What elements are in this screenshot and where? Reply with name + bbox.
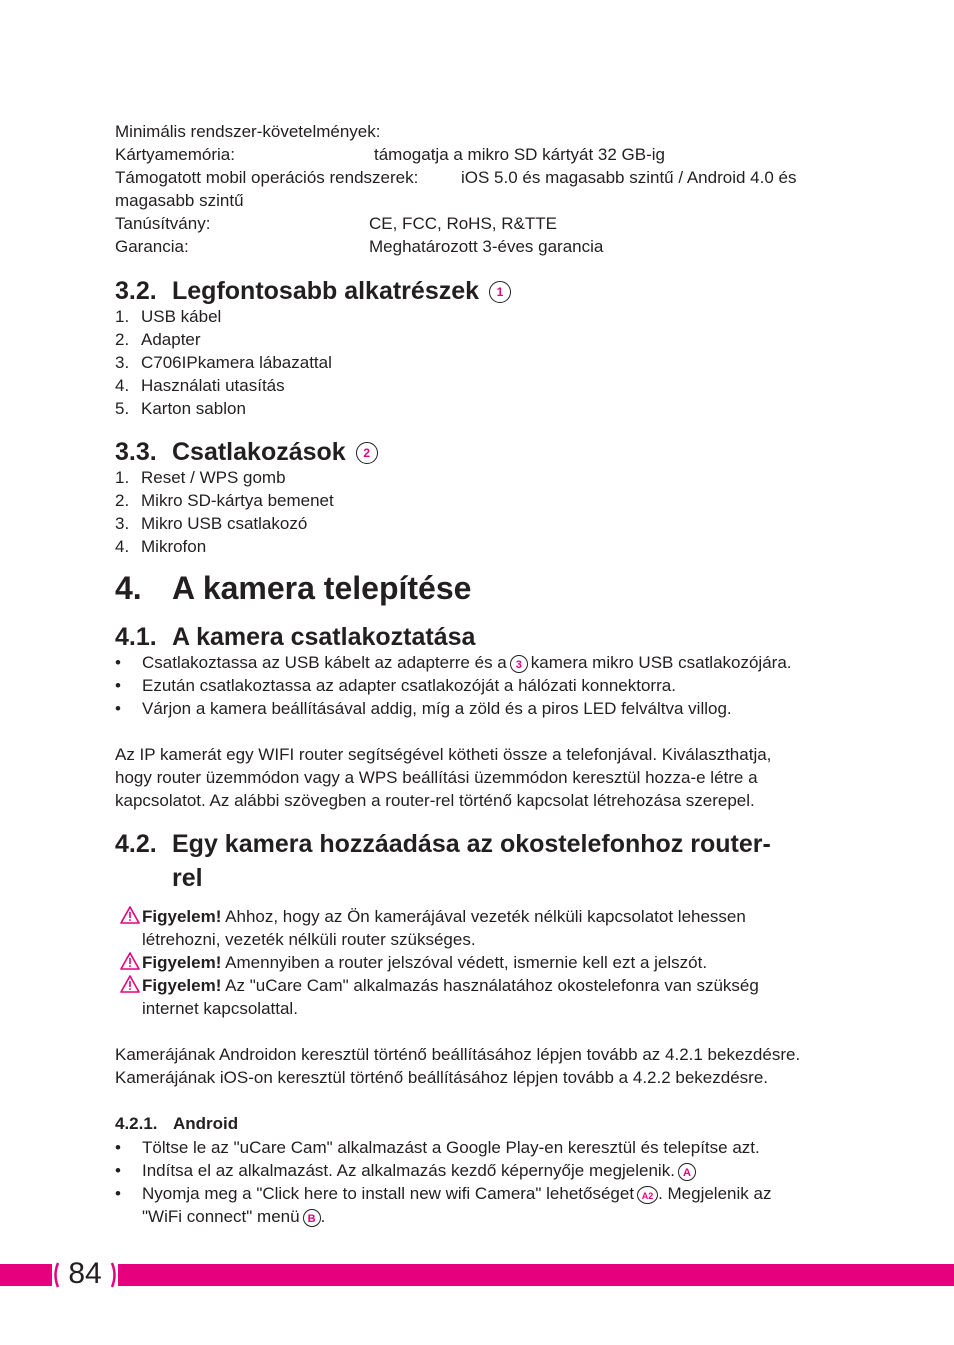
figure-ref-badge: A2 xyxy=(637,1186,658,1204)
paragraph-line: Kamerájának iOS-on keresztül történő beállításához lépjen tovább a 4.2.2 bekezdésre. xyxy=(115,1068,769,1087)
bullet-mark: • xyxy=(115,653,121,672)
bullet-item: Ezután csatlakoztassa az adapter csatlakozóját a hálózati konnektorra. xyxy=(142,676,676,695)
list-item: 4. Használati utasítás xyxy=(115,376,285,395)
bullet-item: Nyomja meg a "Click here to install new wifi Camera" lehetőséget A2 . Megjelenik az xyxy=(142,1184,772,1203)
section-3-3-heading xyxy=(115,437,381,467)
bullet-mark: • xyxy=(115,676,121,695)
section-number: 4.2.1. xyxy=(115,1114,158,1133)
section-number: 3.3. xyxy=(115,438,157,466)
bullet-item: Várjon a kamera beállításával addig, míg a zöld és a piros LED felváltva villog. xyxy=(142,699,732,718)
warning-triangle-icon xyxy=(120,952,140,970)
req-label-cert: Tanúsítvány: xyxy=(115,214,211,233)
figure-ref-badge: 1 xyxy=(489,281,511,303)
chapter-4-heading xyxy=(115,569,471,607)
paragraph-line: Az IP kamerát egy WIFI router segítségével kötheti össze a telefonjával. Kiválaszthatja, xyxy=(115,745,772,764)
page-number: 84 xyxy=(68,1257,102,1290)
chapter-title: A kamera telepítése xyxy=(172,570,472,606)
footer-bar-left xyxy=(0,1264,52,1286)
req-label-os-cont: magasabb szintű xyxy=(115,191,244,210)
req-value-os: iOS 5.0 és magasabb szintű / Android 4.0 és xyxy=(461,168,797,187)
warning-triangle-icon xyxy=(120,975,140,993)
bullet-item: Indítsa el az alkalmazást. Az alkalmazás kezdő képernyője megjelenik. A xyxy=(142,1159,699,1182)
warning-line-cont: létrehozni, vezeték nélküli router szükséges. xyxy=(142,930,476,949)
req-value-memory: támogatja a mikro SD kártyát 32 GB-ig xyxy=(374,145,666,164)
figure-ref-badge: B xyxy=(303,1209,321,1227)
section-4-1-heading xyxy=(115,622,475,652)
paragraph-line: Kamerájának Androidon keresztül történő beállításához lépjen tovább az 4.2.1 bekezdésre. xyxy=(115,1045,801,1064)
section-number: 4.1. xyxy=(115,623,157,651)
bullet-item: Töltse le az "uCare Cam" alkalmazást a Google Play-en keresztül és telepítse azt. xyxy=(142,1138,760,1157)
paragraph-line: kapcsolatot. Az alábbi szövegben a router-rel történő kapcsolat létrehozása szerepel. xyxy=(115,791,755,810)
footer-bar-right xyxy=(118,1264,954,1286)
bullet-mark: • xyxy=(115,1138,121,1157)
section-title: Android xyxy=(173,1114,239,1133)
bullet-mark: • xyxy=(115,1184,121,1203)
section-number: 3.2. xyxy=(115,277,157,305)
section-title: Legfontosabb alkatrészek xyxy=(172,277,480,305)
figure-ref-badge: 3 xyxy=(510,655,528,673)
requirements-heading: Minimális rendszer-követelmények: xyxy=(115,122,381,141)
figure-ref-badge: 2 xyxy=(356,442,378,464)
warning-label: Figyelem! xyxy=(142,907,222,926)
section-title: Csatlakozások xyxy=(172,438,346,466)
section-number: 4.2. xyxy=(115,830,157,858)
warning-triangle-icon xyxy=(120,906,140,924)
list-item: 1. USB kábel xyxy=(115,307,222,326)
paragraph-line: hogy router üzemmódon vagy a WPS beállítási üzemmódon keresztül hozza-e létre a xyxy=(115,768,758,787)
bullet-item: Csatlakoztassa az USB kábelt az adapterre és a 3 kamera mikro USB csatlakozójára. xyxy=(142,653,792,672)
warning-line-cont: internet kapcsolattal. xyxy=(142,999,298,1018)
warning-line: Figyelem! Amennyiben a router jelszóval védett, ismernie kell ezt a jelszót. xyxy=(120,951,707,974)
bullet-item-cont: "WiFi connect" menü B . xyxy=(142,1207,326,1226)
section-title: A kamera csatlakoztatása xyxy=(172,623,476,651)
section-title-continued: rel xyxy=(172,864,203,892)
list-item: 5. Karton sablon xyxy=(115,399,246,418)
warning-line: Figyelem! Ahhoz, hogy az Ön kamerájával vezeték nélküli kapcsolatot lehessen xyxy=(120,905,746,928)
chapter-number: 4. xyxy=(115,570,142,606)
bullet-mark: • xyxy=(115,1161,121,1180)
warning-label: Figyelem! xyxy=(142,953,222,972)
warning-line: Figyelem! Az "uCare Cam" alkalmazás használatához okostelefonra van szükség xyxy=(120,974,759,997)
req-label-os: Támogatott mobil operációs rendszerek: xyxy=(115,168,419,187)
list-item: 3. C706IPkamera lábazattal xyxy=(115,353,332,372)
section-title: Egy kamera hozzáadása az okostelefonhoz router- xyxy=(172,830,771,858)
section-4-2-heading xyxy=(115,829,771,859)
warning-label: Figyelem! xyxy=(142,976,222,995)
list-item: 3. Mikro USB csatlakozó xyxy=(115,514,308,533)
list-item: 4. Mikrofon xyxy=(115,537,207,556)
section-4-2-1-heading xyxy=(115,1112,238,1135)
list-item: 1. Reset / WPS gomb xyxy=(115,468,286,487)
list-item: 2. Adapter xyxy=(115,330,201,349)
req-value-warranty: Meghatározott 3-éves garancia xyxy=(369,237,604,256)
req-label-warranty: Garancia: xyxy=(115,237,189,256)
list-item: 2. Mikro SD-kártya bemenet xyxy=(115,491,334,510)
figure-ref-badge: A xyxy=(678,1163,696,1181)
req-label-memory: Kártyamemória: xyxy=(115,145,235,164)
section-3-2-heading xyxy=(115,276,514,306)
bullet-mark: • xyxy=(115,699,121,718)
req-value-cert: CE, FCC, RoHS, R&TTE xyxy=(369,214,557,233)
